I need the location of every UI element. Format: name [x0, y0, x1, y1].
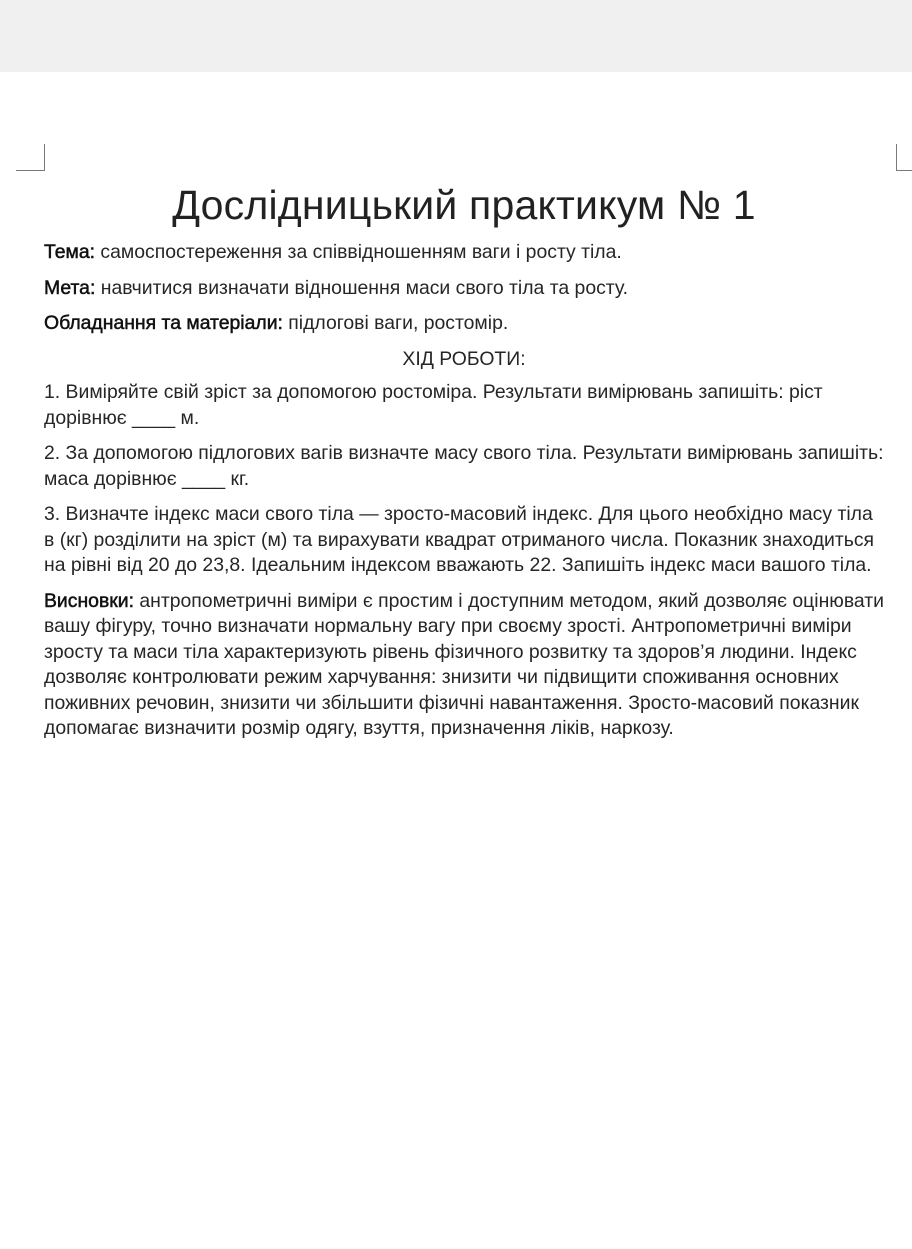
step-3: 3. Визначте індекс маси свого тіла — зросто-масовий індекс. Для цього необхідно масу тіла в (кг) розділити на зріст (м) та вирахувати квадрат отриманого числа. Показник знаходиться на рівні від 20 до 23,8. Ідеальним індексом вважають 22. Запишіть індекс маси вашого тіла.	[44, 503, 875, 576]
document-title: Дослідницький практикум № 1	[172, 182, 756, 228]
goal-text: навчитися визначати відношення маси свого тіла та росту.	[95, 276, 629, 299]
margin-corner-mark-right	[896, 144, 912, 171]
topic-paragraph	[44, 240, 884, 266]
conclusions-paragraph	[44, 589, 884, 742]
conclusions-label: Висновки:	[44, 589, 134, 612]
equipment-paragraph	[44, 311, 884, 337]
conclusions-text: антропометричні виміри є простим і доступним методом, який дозволяє оцінювати вашу фігуру, точно визначати нормальну вагу при своєму зрості. Антропометричні виміри зросту та маси тіла характеризують рівень фізичного розвитку та здоров’я людини. Індекс дозволяє контролювати режим харчування: знизити чи підвищити споживання основних поживних речовин, знизити чи збільшити фізичні навантаження. Зросто-масовий показник допомагає визначити розмір одягу, взуття, призначення ліків, наркозу.	[44, 589, 884, 739]
topic-text: самоспостереження за співвідношенням ваги і росту тіла.	[95, 241, 622, 263]
procedure-heading: ХІД РОБОТИ:	[402, 347, 526, 370]
step-2: 2. За допомогою підлогових вагів визначте масу свого тіла. Результати вимірювань запишіть: маса дорівнює ____ кг.	[44, 442, 884, 490]
viewer-top-bar	[0, 0, 912, 72]
goal-paragraph	[44, 276, 884, 302]
topic-label: Тема:	[44, 241, 96, 263]
step-1: 1. Виміряйте свій зріст за допомогою ростоміра. Результати вимірювань запишіть: ріст дорівнює ____ м.	[44, 381, 823, 429]
document-page[interactable]	[0, 72, 912, 1249]
document-content	[44, 180, 884, 752]
margin-corner-mark-left	[16, 144, 45, 171]
goal-label: Мета:	[44, 276, 96, 299]
equipment-text: підлогові ваги, ростомір.	[282, 312, 509, 334]
equipment-label: Обладнання та матеріали:	[44, 312, 283, 334]
